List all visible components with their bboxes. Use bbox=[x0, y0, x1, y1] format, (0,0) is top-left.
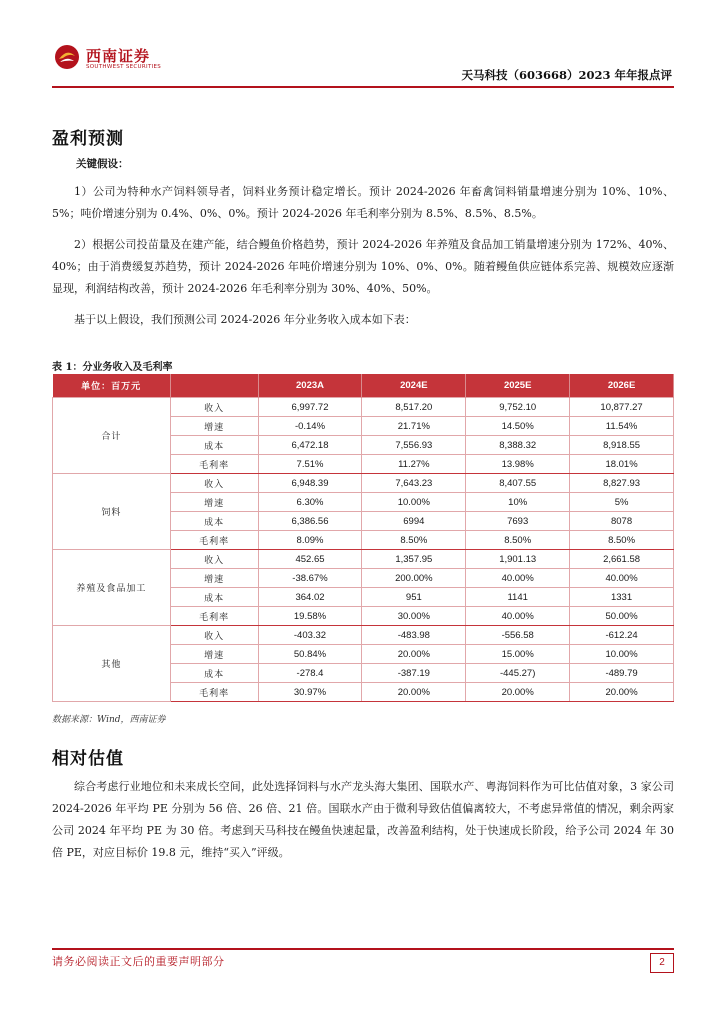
table-row bbox=[53, 474, 674, 493]
value-cell: 10,877.27 bbox=[570, 398, 674, 417]
metric-cell: 毛利率 bbox=[170, 683, 258, 702]
header-2023a: 2023A bbox=[258, 374, 362, 398]
assumption-paragraph-2: 2）根据公司投苗量及在建产能，结合鳗鱼价格趋势，预计 2024-2026 年养殖及食品加工销量增速分别为 172%、40%、40%；由于消费缓复苏趋势，预计 2024-2026 年吨价增速分别为 10%、0%、0%。随着鳗鱼供应链体系完善、规模效应逐渐显现，利润结构改善，预计 2024-2026 年毛利率分别为 30%、40%、50%。 bbox=[52, 238, 674, 295]
metric-cell: 收入 bbox=[170, 550, 258, 569]
disclaimer-note: 请务必阅读正文后的重要声明部分 bbox=[52, 955, 225, 968]
metric-cell: 成本 bbox=[170, 436, 258, 455]
value-cell: -612.24 bbox=[570, 626, 674, 645]
value-cell: 10.00% bbox=[570, 645, 674, 664]
value-cell: 14.50% bbox=[466, 417, 570, 436]
assumptions-body bbox=[52, 181, 674, 331]
value-cell: 7,556.93 bbox=[362, 436, 466, 455]
segment-cell: 饲料 bbox=[53, 474, 171, 550]
logo-english-text: SOUTHWEST SECURITIES bbox=[86, 64, 162, 70]
assumption-paragraph-1: 1）公司为特种水产饲料领导者，饲料业务预计稳定增长。预计 2024-2026 年畜禽饲料销量增速分别为 10%、10%、5%；吨价增速分别为 0.4%、0%、0%。预计 2024-2026 年毛利率分别为 8.5%、8.5%、8.5%。 bbox=[52, 185, 674, 220]
value-cell: 8,388.32 bbox=[466, 436, 570, 455]
value-cell: 11.54% bbox=[570, 417, 674, 436]
value-cell: 1,901.13 bbox=[466, 550, 570, 569]
value-cell: 452.65 bbox=[258, 550, 362, 569]
table-row bbox=[53, 626, 674, 645]
value-cell: 13.98% bbox=[466, 455, 570, 474]
value-cell: 7.51% bbox=[258, 455, 362, 474]
page-number: 2 bbox=[650, 953, 674, 973]
value-cell: 8.09% bbox=[258, 531, 362, 550]
value-cell: 30.00% bbox=[362, 607, 466, 626]
table-row bbox=[53, 398, 674, 417]
value-cell: 30.97% bbox=[258, 683, 362, 702]
value-cell: 364.02 bbox=[258, 588, 362, 607]
value-cell: 9,752.10 bbox=[466, 398, 570, 417]
key-assumptions-label: 关键假设： bbox=[76, 158, 129, 170]
value-cell: -0.14% bbox=[258, 417, 362, 436]
value-cell: 2,661.58 bbox=[570, 550, 674, 569]
value-cell: 200.00% bbox=[362, 569, 466, 588]
value-cell: 8,407.55 bbox=[466, 474, 570, 493]
header-2024e: 2024E bbox=[362, 374, 466, 398]
value-cell: 951 bbox=[362, 588, 466, 607]
value-cell: 21.71% bbox=[362, 417, 466, 436]
metric-cell: 增速 bbox=[170, 493, 258, 512]
value-cell: 50.84% bbox=[258, 645, 362, 664]
segment-cell: 合计 bbox=[53, 398, 171, 474]
header-divider bbox=[52, 86, 674, 88]
header-2026e: 2026E bbox=[570, 374, 674, 398]
metric-cell: 毛利率 bbox=[170, 607, 258, 626]
value-cell: 8,827.93 bbox=[570, 474, 674, 493]
valuation-body bbox=[52, 776, 674, 864]
header-unit: 单位：百万元 bbox=[53, 374, 171, 398]
value-cell: 6.30% bbox=[258, 493, 362, 512]
value-cell: -489.79 bbox=[570, 664, 674, 683]
header-2025e: 2025E bbox=[466, 374, 570, 398]
value-cell: 8.50% bbox=[362, 531, 466, 550]
value-cell: 19.58% bbox=[258, 607, 362, 626]
value-cell: 40.00% bbox=[466, 569, 570, 588]
value-cell: 7,643.23 bbox=[362, 474, 466, 493]
value-cell: 18.01% bbox=[570, 455, 674, 474]
assumption-paragraph-3: 基于以上假设，我们预测公司 2024-2026 年分业务收入成本如下表： bbox=[74, 313, 416, 326]
logo-text: 西南证券 bbox=[86, 47, 151, 65]
header-item bbox=[170, 374, 258, 398]
value-cell: 6,948.39 bbox=[258, 474, 362, 493]
section-title-profit-forecast: 盈利预测 bbox=[52, 129, 124, 149]
table-source-note: 数据来源：Wind，西南证券 bbox=[52, 715, 166, 725]
value-cell: 6994 bbox=[362, 512, 466, 531]
value-cell: 11.27% bbox=[362, 455, 466, 474]
metric-cell: 毛利率 bbox=[170, 455, 258, 474]
value-cell: 5% bbox=[570, 493, 674, 512]
value-cell: 15.00% bbox=[466, 645, 570, 664]
section-title-relative-valuation: 相对估值 bbox=[52, 749, 124, 769]
value-cell: 8.50% bbox=[466, 531, 570, 550]
metric-cell: 增速 bbox=[170, 645, 258, 664]
table-header-row bbox=[53, 374, 674, 398]
value-cell: 20.00% bbox=[570, 683, 674, 702]
footer-divider bbox=[52, 948, 674, 950]
value-cell: 6,997.72 bbox=[258, 398, 362, 417]
table-title: 表 1：分业务收入及毛利率 bbox=[52, 362, 173, 373]
value-cell: 1,357.95 bbox=[362, 550, 466, 569]
value-cell: 20.00% bbox=[362, 645, 466, 664]
value-cell: 7693 bbox=[466, 512, 570, 531]
value-cell: 1141 bbox=[466, 588, 570, 607]
value-cell: -387.19 bbox=[362, 664, 466, 683]
value-cell: -38.67% bbox=[258, 569, 362, 588]
metric-cell: 成本 bbox=[170, 588, 258, 607]
metric-cell: 增速 bbox=[170, 417, 258, 436]
value-cell: 40.00% bbox=[570, 569, 674, 588]
segment-revenue-table bbox=[52, 374, 674, 702]
value-cell: -278.4 bbox=[258, 664, 362, 683]
value-cell: 6,386.56 bbox=[258, 512, 362, 531]
value-cell: 1331 bbox=[570, 588, 674, 607]
segment-cell: 养殖及食品加工 bbox=[53, 550, 171, 626]
value-cell: 8.50% bbox=[570, 531, 674, 550]
value-cell: 10% bbox=[466, 493, 570, 512]
value-cell: 20.00% bbox=[362, 683, 466, 702]
value-cell: 8,918.55 bbox=[570, 436, 674, 455]
value-cell: 8,517.20 bbox=[362, 398, 466, 417]
segment-cell: 其他 bbox=[53, 626, 171, 702]
metric-cell: 收入 bbox=[170, 474, 258, 493]
metric-cell: 成本 bbox=[170, 512, 258, 531]
value-cell: 8078 bbox=[570, 512, 674, 531]
metric-cell: 收入 bbox=[170, 626, 258, 645]
company-logo-icon bbox=[54, 44, 80, 70]
metric-cell: 成本 bbox=[170, 664, 258, 683]
report-title: 天马科技（603668）2023 年年报点评 bbox=[461, 68, 672, 82]
value-cell: 20.00% bbox=[466, 683, 570, 702]
metric-cell: 收入 bbox=[170, 398, 258, 417]
metric-cell: 毛利率 bbox=[170, 531, 258, 550]
value-cell: -483.98 bbox=[362, 626, 466, 645]
value-cell: -556.58 bbox=[466, 626, 570, 645]
valuation-paragraph: 综合考虑行业地位和未来成长空间，此处选择饲料与水产龙头海大集团、国联水产、粤海饲料作为可比估值对象，3 家公司 2024-2026 年平均 PE 分别为 56 倍、26 倍、21 倍。国联水产由于微利导致估值偏离较大，不考虑异常值的情况，剩余两家公司 2024 年平均 PE 为 30 倍。考虑到天马科技在鳗鱼快速起量，改善盈利结构，处于快速成长阶段，给予公司 2024 年 30 倍 PE，对应目标价 19.8 元，维持“买入”评级。 bbox=[52, 780, 674, 859]
metric-cell: 增速 bbox=[170, 569, 258, 588]
value-cell: 50.00% bbox=[570, 607, 674, 626]
value-cell: -445.27) bbox=[466, 664, 570, 683]
value-cell: 6,472.18 bbox=[258, 436, 362, 455]
table-row bbox=[53, 550, 674, 569]
value-cell: 40.00% bbox=[466, 607, 570, 626]
value-cell: -403.32 bbox=[258, 626, 362, 645]
value-cell: 10.00% bbox=[362, 493, 466, 512]
